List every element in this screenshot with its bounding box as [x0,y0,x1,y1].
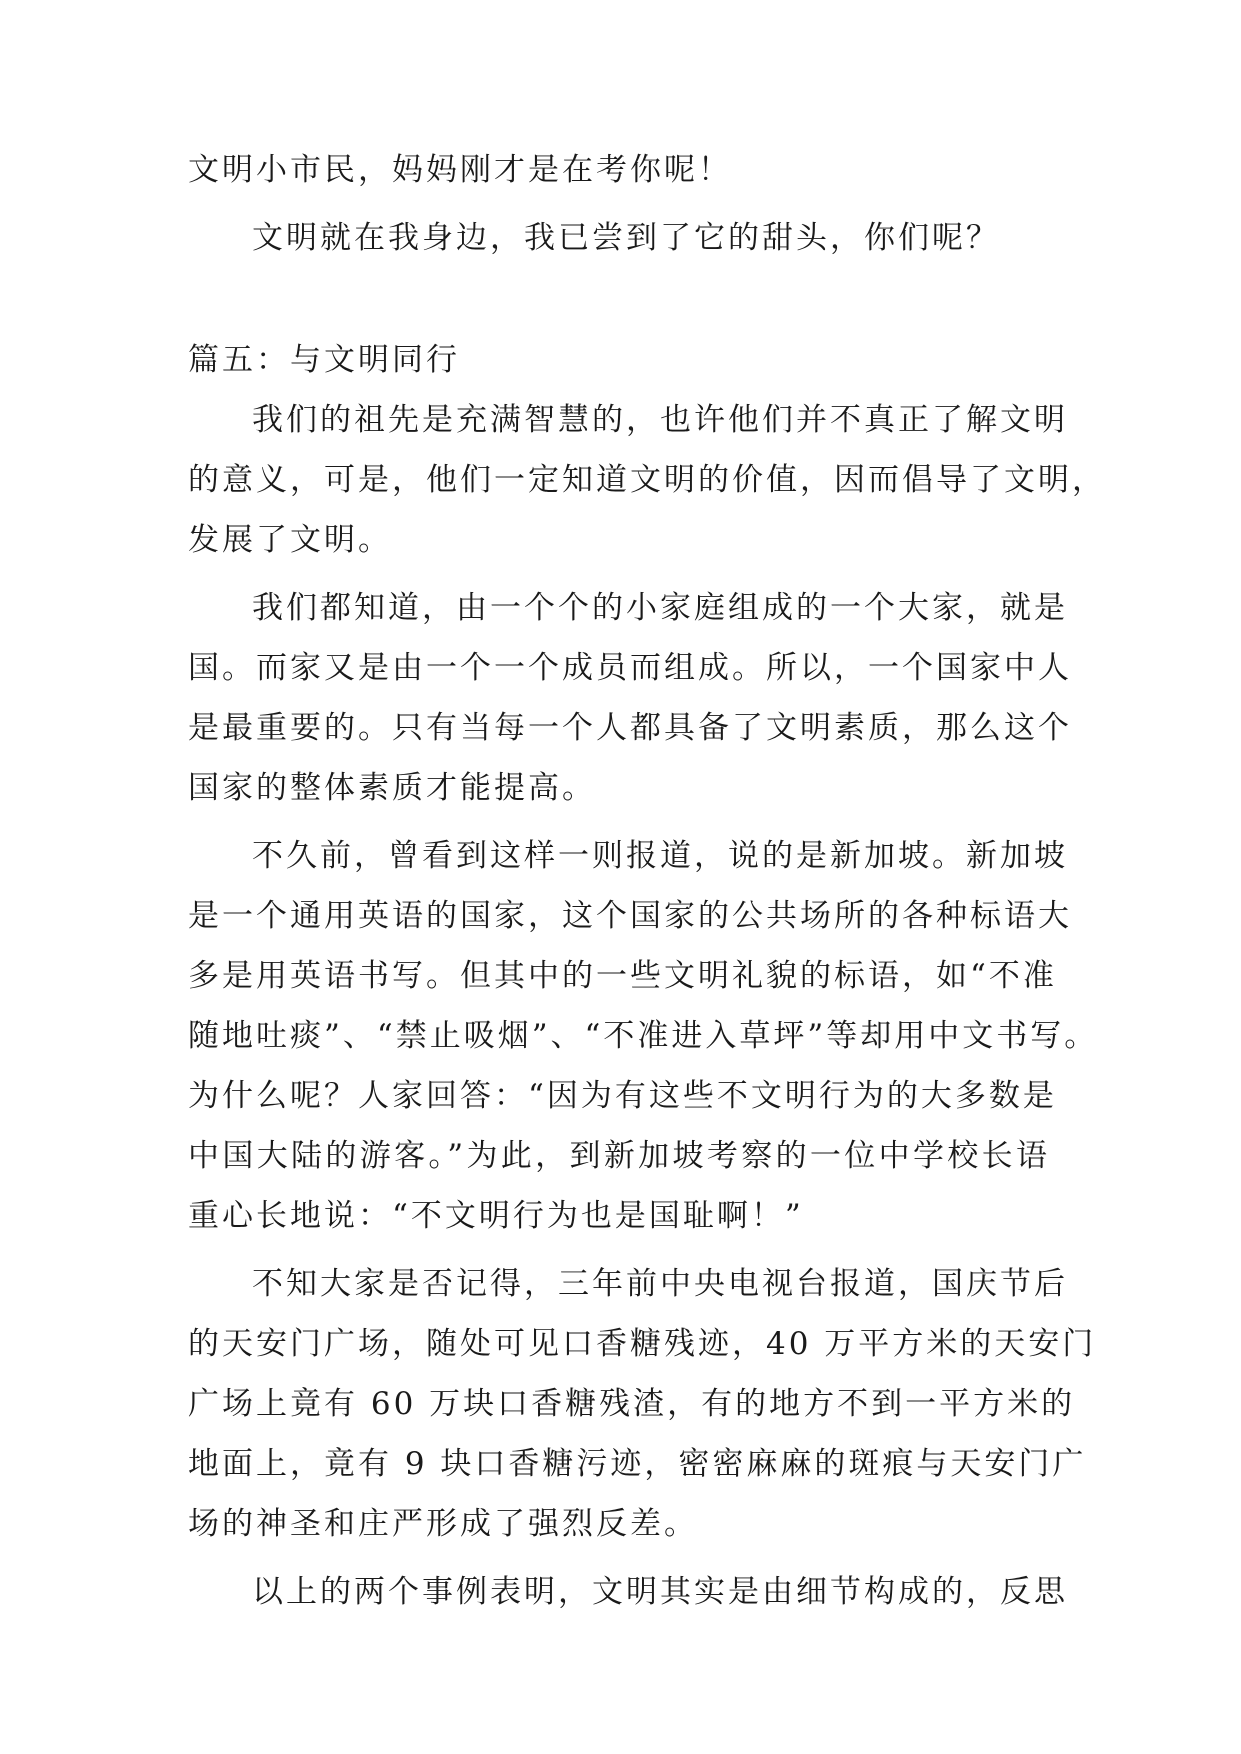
text-line: 场的神圣和庄严形成了强烈反差。 [188,1506,698,1542]
text-line: 不久前，曾看到这样一则报道，说的是新加坡。新加坡 [252,838,1068,874]
text-line: 文明就在我身边，我已尝到了它的甜头，你们呢？ [252,220,1000,256]
text-line: 是最重要的。只有当每一个人都具备了文明素质，那么这个 [188,710,1072,746]
text-line: 的意义，可是，他们一定知道文明的价值，因而倡导了文明， [188,462,1106,498]
text-line: 多是用英语书写。但其中的一些文明礼貌的标语，如“不准 [188,958,1057,994]
text-line: 的天安门广场，随处可见口香糖残迹，40 万平方米的天安门 [188,1326,1097,1362]
text-line: 随地吐痰”、“禁止吸烟”、“不准进入草坪”等却用中文书写。 [188,1018,1099,1054]
text-line: 文明小市民，妈妈刚才是在考你呢！ [188,152,732,188]
text-line: 以上的两个事例表明，文明其实是由细节构成的，反思 [252,1574,1068,1610]
text-line: 为什么呢？人家回答：“因为有这些不文明行为的大多数是 [188,1078,1057,1114]
section-heading: 篇五：与文明同行 [188,342,460,378]
text-line: 中国大陆的游客。”为此，到新加坡考察的一位中学校长语 [188,1138,1050,1174]
text-line: 发展了文明。 [188,522,392,558]
text-line: 广场上竟有 60 万块口香糖残渣，有的地方不到一平方米的 [188,1386,1076,1422]
text-line: 我们的祖先是充满智慧的，也许他们并不真正了解文明 [252,402,1068,438]
text-line: 地面上，竟有 9 块口香糖污迹，密密麻麻的斑痕与天安门广 [188,1446,1087,1482]
text-line: 国家的整体素质才能提高。 [188,770,596,806]
text-line: 不知大家是否记得，三年前中央电视台报道，国庆节后 [252,1266,1068,1302]
text-line: 我们都知道，由一个个的小家庭组成的一个大家，就是 [252,590,1068,626]
text-line: 是一个通用英语的国家，这个国家的公共场所的各种标语大 [188,898,1072,934]
text-line: 国。而家又是由一个一个成员而组成。所以，一个国家中人 [188,650,1072,686]
text-line: 重心长地说：“不文明行为也是国耻啊！” [188,1198,804,1234]
